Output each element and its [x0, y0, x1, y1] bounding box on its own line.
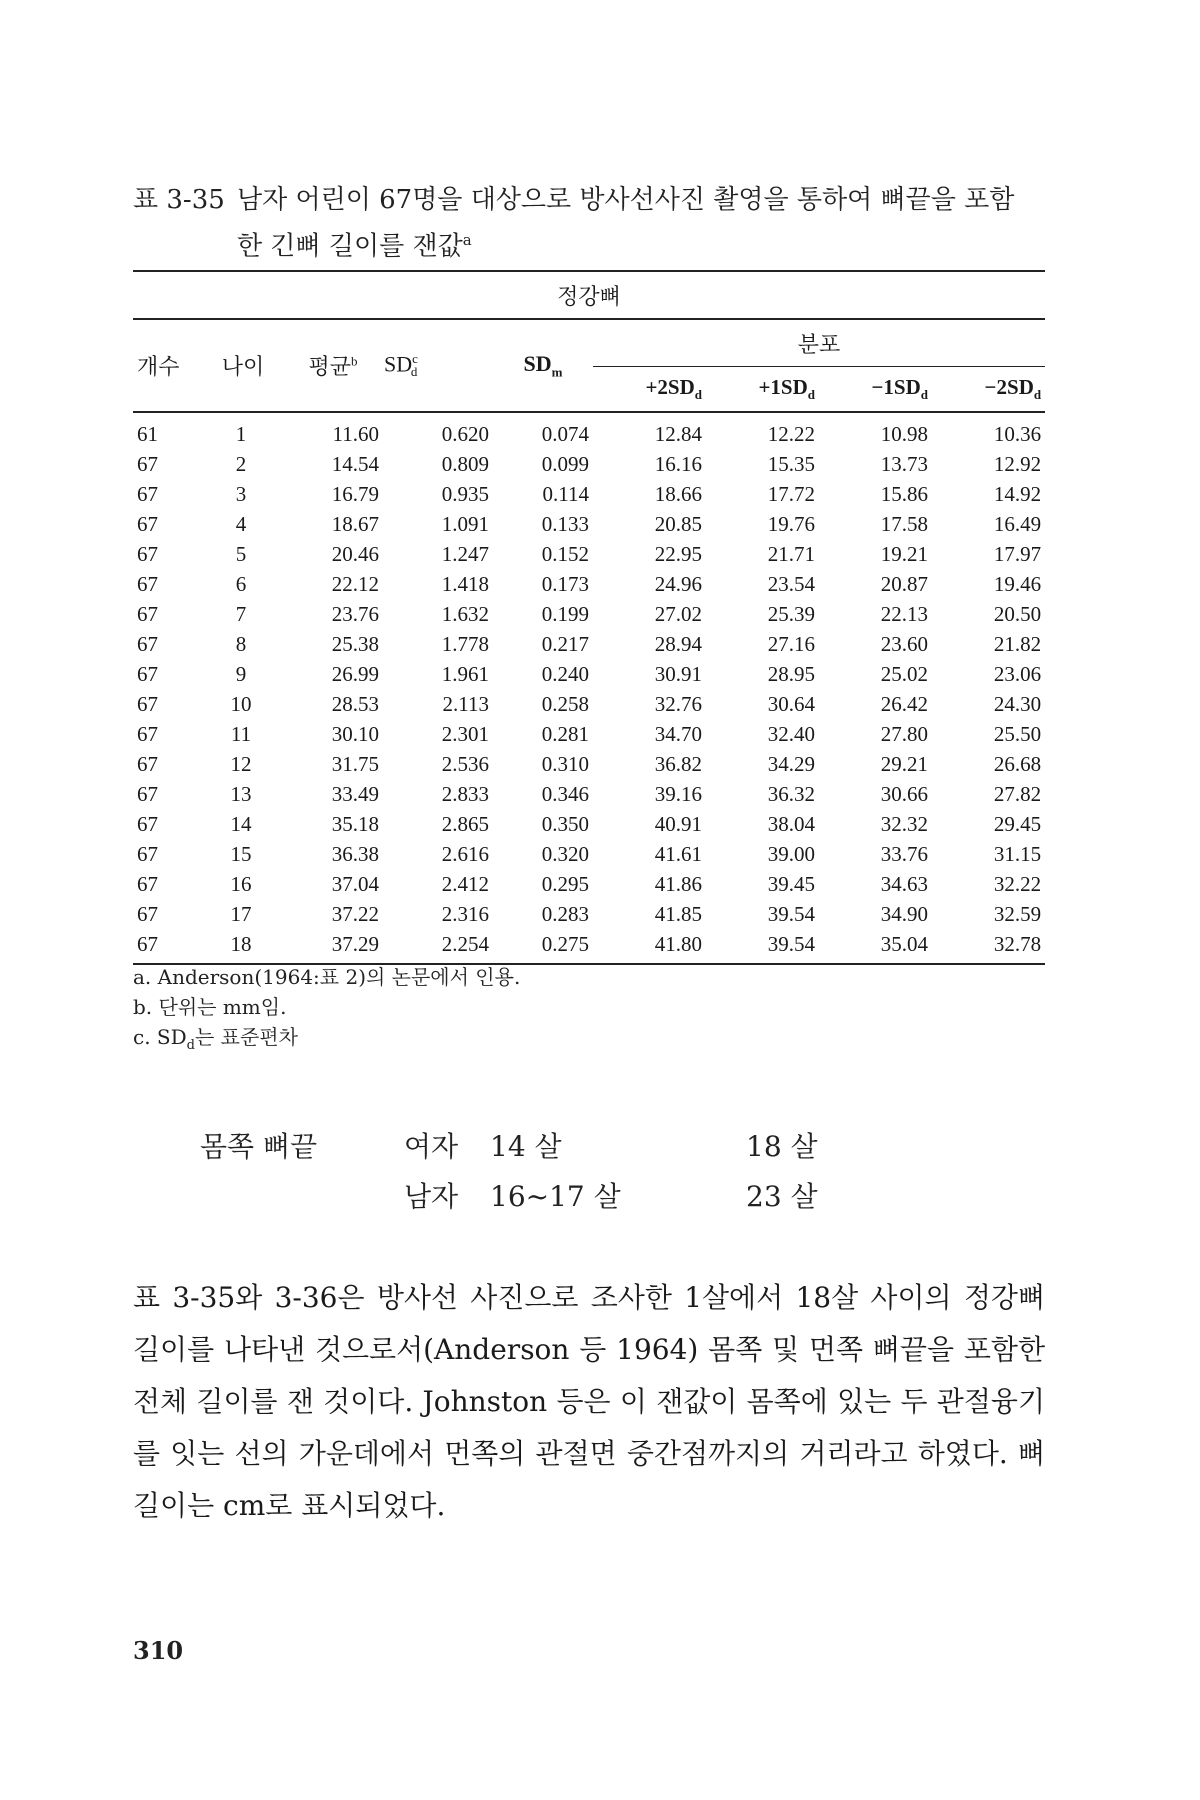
- cell-sd: 1.961: [441, 662, 489, 686]
- cell-minus2sd: 24.30: [993, 692, 1042, 716]
- cell-count: 67: [137, 722, 158, 746]
- caption-footnote-marker: a: [462, 231, 472, 249]
- cell-minus1sd: 25.02: [880, 662, 928, 686]
- cell-minus2sd: 19.46: [993, 572, 1042, 596]
- cell-sdm: 0.258: [541, 692, 589, 716]
- cell-plus1sd: 38.04: [767, 812, 815, 836]
- male-end-age: 23 살: [746, 1180, 818, 1213]
- col-sd-label: SD: [384, 350, 413, 376]
- cell-age: 17: [230, 902, 252, 926]
- cell-minus1sd: 20.87: [880, 572, 928, 596]
- cell-plus2sd: 22.95: [654, 542, 702, 566]
- cell-plus2sd: 30.91: [654, 662, 702, 686]
- cell-plus2sd: 41.80: [593, 929, 706, 964]
- cell-minus1sd: 10.98: [880, 422, 928, 446]
- cell-minus1sd: 35.04: [819, 929, 932, 964]
- cell-mean: 18.67: [331, 512, 379, 536]
- cell-plus1sd: 39.45: [767, 872, 815, 896]
- female-start-age: 14 살: [490, 1130, 562, 1163]
- col-plus1sd-label: +1SD: [758, 374, 808, 399]
- cell-minus1sd: 13.73: [880, 452, 928, 476]
- cell-count: 67: [133, 929, 203, 964]
- male-start-age: 16~17 살: [490, 1180, 621, 1213]
- cell-mean: 11.60: [332, 422, 379, 446]
- cell-count: 67: [137, 482, 158, 506]
- table-row: [133, 779, 1045, 809]
- footnote-c: [133, 1022, 733, 1061]
- cell-minus1sd: 26.42: [880, 692, 928, 716]
- cell-sd: 0.935: [441, 482, 489, 506]
- cell-plus2sd: 41.85: [654, 902, 702, 926]
- table-row: [133, 749, 1045, 779]
- cell-age: 15: [230, 842, 252, 866]
- cell-count: 67: [137, 692, 158, 716]
- cell-sd: 2.316: [441, 902, 489, 926]
- cell-minus1sd: 32.32: [880, 812, 928, 836]
- col-mean-header: [283, 319, 383, 412]
- col-minus1sd-label: −1SD: [871, 374, 921, 399]
- plus1sd-subscript: d: [807, 387, 815, 403]
- cell-plus2sd: 12.84: [654, 422, 702, 446]
- cell-age: 5: [235, 542, 247, 566]
- cell-minus2sd: 29.45: [993, 812, 1042, 836]
- cell-minus2sd: 27.82: [993, 782, 1042, 806]
- cell-count: 67: [137, 512, 158, 536]
- sd-footnote-marker: c: [412, 350, 418, 366]
- cell-minus2sd: 25.50: [993, 722, 1042, 746]
- cell-mean: 20.46: [331, 542, 379, 566]
- cell-minus1sd: 17.58: [880, 512, 928, 536]
- cell-sd: 2.301: [441, 722, 489, 746]
- cell-count: 67: [137, 872, 158, 896]
- cell-plus1sd: 17.72: [767, 482, 815, 506]
- table-row: [133, 412, 1045, 449]
- table-row: [133, 809, 1045, 839]
- cell-age: 3: [235, 482, 247, 506]
- col-age-header: [203, 319, 283, 412]
- table-row: [133, 659, 1045, 689]
- cell-sdm: 0.217: [541, 632, 589, 656]
- cell-sdm: 0.099: [541, 452, 589, 476]
- cell-sd: 2.865: [441, 812, 489, 836]
- cell-minus1sd: 23.60: [880, 632, 928, 656]
- cell-age: 7: [235, 602, 247, 626]
- footnote-c-prefix: c. SD: [133, 1025, 187, 1049]
- cell-sdm: 0.114: [542, 482, 589, 506]
- cell-count: 67: [137, 662, 158, 686]
- page-number: 310: [133, 1636, 184, 1665]
- cell-minus1sd: 29.21: [880, 752, 928, 776]
- cell-minus1sd: 22.13: [880, 602, 928, 626]
- cell-minus2sd: 32.59: [993, 902, 1042, 926]
- col-count-header: 개수: [133, 319, 203, 412]
- cell-plus1sd: 19.76: [767, 512, 815, 536]
- cell-age: 18: [203, 929, 283, 964]
- cell-count: 67: [137, 812, 158, 836]
- cell-age: 6: [235, 572, 247, 596]
- cell-sdm: 0.281: [541, 722, 589, 746]
- cell-mean: 28.53: [331, 692, 379, 716]
- plus2sd-subscript: d: [694, 387, 702, 403]
- minus1sd-subscript: d: [920, 387, 928, 403]
- table-row: [133, 869, 1045, 899]
- epiphysis-fusion-ages: [200, 1125, 900, 1225]
- table-row: [133, 899, 1045, 929]
- col-sdm-header: [493, 319, 593, 412]
- cell-sdm: 0.320: [541, 842, 589, 866]
- cell-age: 16: [230, 872, 252, 896]
- table-row: [133, 479, 1045, 509]
- cell-plus1sd: 27.16: [767, 632, 815, 656]
- cell-plus2sd: 40.91: [654, 812, 702, 836]
- female-row: [200, 1125, 900, 1175]
- col-minus2sd-label: −2SD: [984, 374, 1034, 399]
- cell-mean: 31.75: [331, 752, 379, 776]
- minus2sd-subscript: d: [1033, 387, 1042, 403]
- cell-minus2sd: 16.49: [993, 512, 1042, 536]
- body-paragraph: 표 3-35와 3-36은 방사선 사진으로 조사한 1살에서 18살 사이의 정강뼈 길이를 나타낸 것으로서(Anderson 등 1964) 몸쪽 및 먼쪽 뼈끝을 포함한 전체 길이를 잰 것이다. Johnston 등은 이 잰값이 몸쪽에 있는 두 관절융기를 잇는 선의 가운데에서 먼쪽의 관절면 중간점까지의 거리라고 하였다. 뼈길이는 cm로 표시되었다.: [133, 1281, 1045, 1522]
- cell-plus1sd: 15.35: [767, 452, 815, 476]
- cell-sdm: 0.173: [541, 572, 589, 596]
- cell-count: 67: [137, 632, 158, 656]
- col-minus1sd-header: [819, 367, 932, 413]
- cell-count: 67: [137, 842, 158, 866]
- cell-sdm: 0.240: [541, 662, 589, 686]
- cell-age: 4: [235, 512, 247, 536]
- cell-age: 10: [230, 692, 252, 716]
- cell-plus1sd: 39.00: [767, 842, 815, 866]
- cell-sd: 1.418: [441, 572, 489, 596]
- cell-plus1sd: 28.95: [767, 662, 815, 686]
- cell-sd: 0.809: [441, 452, 489, 476]
- cell-sdm: 0.295: [541, 872, 589, 896]
- table-body: [133, 412, 1045, 964]
- tibia-length-table: [133, 270, 1045, 965]
- col-mean-label: 평균: [308, 354, 351, 379]
- cell-count: 67: [137, 572, 158, 596]
- table-row: [133, 689, 1045, 719]
- cell-count: 61: [137, 422, 158, 446]
- cell-minus2sd: 32.78: [932, 929, 1045, 964]
- col-plus2sd-header: [593, 367, 706, 413]
- male-row: [200, 1175, 900, 1225]
- cell-sdm: 0.310: [541, 752, 589, 776]
- cell-plus1sd: 23.54: [767, 572, 815, 596]
- cell-plus2sd: 20.85: [654, 512, 702, 536]
- cell-sdm: 0.133: [541, 512, 589, 536]
- cell-minus2sd: 21.82: [993, 632, 1042, 656]
- cell-mean: 30.10: [331, 722, 379, 746]
- cell-plus2sd: 27.02: [654, 602, 702, 626]
- cell-mean: 23.76: [331, 602, 379, 626]
- cell-plus2sd: 18.66: [654, 482, 702, 506]
- cell-plus1sd: 32.40: [767, 722, 815, 746]
- cell-plus2sd: 28.94: [654, 632, 702, 656]
- cell-plus2sd: 24.96: [654, 572, 702, 596]
- col-plus2sd-label: +2SD: [645, 374, 695, 399]
- cell-sd: 2.113: [442, 692, 489, 716]
- cell-plus2sd: 39.16: [654, 782, 702, 806]
- cell-count: 67: [137, 542, 158, 566]
- cell-mean: 33.49: [331, 782, 379, 806]
- cell-age: 2: [235, 452, 247, 476]
- male-label: 남자: [404, 1180, 459, 1213]
- table-row: [133, 929, 1045, 964]
- footnote-c-suffix: 는 표준편차: [194, 1025, 298, 1049]
- cell-sdm: 0.350: [541, 812, 589, 836]
- cell-plus2sd: 41.86: [654, 872, 702, 896]
- cell-sd: 2.833: [441, 782, 489, 806]
- cell-plus1sd: 39.54: [767, 902, 815, 926]
- table-footnotes: [133, 962, 733, 1061]
- table-caption: [133, 180, 1053, 267]
- cell-sdm: 0.275: [493, 929, 593, 964]
- cell-plus2sd: 16.16: [654, 452, 702, 476]
- cell-mean: 36.38: [331, 842, 379, 866]
- cell-plus1sd: 39.54: [706, 929, 819, 964]
- col-sdm-label: SD: [523, 350, 552, 376]
- cell-age: 11: [230, 722, 252, 746]
- cell-sdm: 0.152: [541, 542, 589, 566]
- cell-sdm: 0.074: [541, 422, 589, 446]
- footnote-b: b. 단위는 mm임.: [133, 995, 287, 1019]
- cell-plus2sd: 41.61: [654, 842, 702, 866]
- cell-sdm: 0.199: [541, 602, 589, 626]
- cell-age: 14: [230, 812, 252, 836]
- cell-minus2sd: 26.68: [993, 752, 1042, 776]
- table-number: 표 3-35: [133, 185, 225, 215]
- cell-minus2sd: 20.50: [993, 602, 1042, 626]
- cell-sd: 0.620: [441, 422, 489, 446]
- cell-sdm: 0.346: [541, 782, 589, 806]
- cell-minus1sd: 15.86: [880, 482, 928, 506]
- col-age-label: 나이: [221, 354, 265, 379]
- cell-sd: 2.616: [441, 842, 489, 866]
- cell-minus1sd: 19.21: [880, 542, 928, 566]
- cell-minus2sd: 12.92: [993, 452, 1042, 476]
- cell-plus1sd: 34.29: [767, 752, 815, 776]
- cell-mean: 16.79: [331, 482, 379, 506]
- cell-sd: 2.254: [383, 929, 493, 964]
- cell-minus2sd: 31.15: [993, 842, 1042, 866]
- female-end-age: 18 살: [746, 1130, 818, 1163]
- sd-subscript: d: [410, 364, 418, 380]
- table-row: [133, 599, 1045, 629]
- mean-footnote-marker: b: [351, 353, 358, 369]
- col-sd-header: [383, 319, 493, 412]
- cell-age: 12: [230, 752, 252, 776]
- cell-count: 67: [137, 782, 158, 806]
- caption-line-2: 한 긴뼈 길이를 잰값: [237, 231, 463, 262]
- cell-minus1sd: 33.76: [880, 842, 928, 866]
- bone-name-header: 정강뼈: [133, 271, 1045, 319]
- table-row: [133, 839, 1045, 869]
- cell-sd: 1.778: [441, 632, 489, 656]
- table-row: [133, 449, 1045, 479]
- cell-minus1sd: 34.63: [880, 872, 928, 896]
- table-row: [133, 539, 1045, 569]
- cell-sd: 1.632: [441, 602, 489, 626]
- cell-plus2sd: 32.76: [654, 692, 702, 716]
- cell-mean: 35.18: [331, 812, 379, 836]
- table-row: [133, 629, 1045, 659]
- cell-sd: 2.536: [441, 752, 489, 776]
- cell-count: 67: [137, 452, 158, 476]
- table-row: [133, 569, 1045, 599]
- distribution-header: 분포: [593, 319, 1045, 367]
- cell-mean: 25.38: [331, 632, 379, 656]
- cell-mean: 37.29: [283, 929, 383, 964]
- cell-plus2sd: 34.70: [654, 722, 702, 746]
- cell-plus2sd: 36.82: [654, 752, 702, 776]
- footnote-a: a. Anderson(1964:표 2)의 논문에서 인용.: [133, 965, 521, 989]
- cell-mean: 14.54: [331, 452, 379, 476]
- cell-minus2sd: 32.22: [993, 872, 1042, 896]
- cell-plus1sd: 36.32: [767, 782, 815, 806]
- cell-plus1sd: 30.64: [767, 692, 815, 716]
- cell-mean: 37.04: [331, 872, 379, 896]
- cell-age: 13: [230, 782, 252, 806]
- cell-minus1sd: 27.80: [880, 722, 928, 746]
- cell-count: 67: [137, 602, 158, 626]
- cell-plus1sd: 25.39: [767, 602, 815, 626]
- col-minus2sd-header: [932, 367, 1045, 413]
- cell-minus1sd: 30.66: [880, 782, 928, 806]
- cell-plus1sd: 12.22: [767, 422, 815, 446]
- cell-age: 8: [235, 632, 247, 656]
- cell-age: 1: [235, 422, 247, 446]
- cell-minus2sd: 17.97: [993, 542, 1042, 566]
- cell-minus1sd: 34.90: [880, 902, 928, 926]
- caption-line-1: 남자 어린이 67명을 대상으로 방사선사진 촬영을 통하여 뼈끝을 포함: [237, 185, 1015, 215]
- sdm-subscript: m: [551, 364, 563, 380]
- cell-mean: 22.12: [331, 572, 379, 596]
- cell-sd: 2.412: [441, 872, 489, 896]
- cell-count: 67: [137, 902, 158, 926]
- cell-sd: 1.091: [441, 512, 489, 536]
- cell-minus2sd: 23.06: [993, 662, 1042, 686]
- cell-age: 9: [235, 662, 247, 686]
- cell-sd: 1.247: [441, 542, 489, 566]
- table-row: [133, 719, 1045, 749]
- cell-plus1sd: 21.71: [767, 542, 815, 566]
- table-row: [133, 509, 1045, 539]
- cell-minus2sd: 14.92: [993, 482, 1042, 506]
- cell-mean: 26.99: [331, 662, 379, 686]
- female-label: 여자: [404, 1130, 459, 1163]
- cell-minus2sd: 10.36: [993, 422, 1042, 446]
- cell-mean: 37.22: [331, 902, 379, 926]
- cell-count: 67: [137, 752, 158, 776]
- cell-sdm: 0.283: [541, 902, 589, 926]
- footnote-c-subscript: d: [186, 1038, 195, 1053]
- col-plus1sd-header: [706, 367, 819, 413]
- epiphysis-title: 몸쪽 뼈끝: [200, 1130, 318, 1163]
